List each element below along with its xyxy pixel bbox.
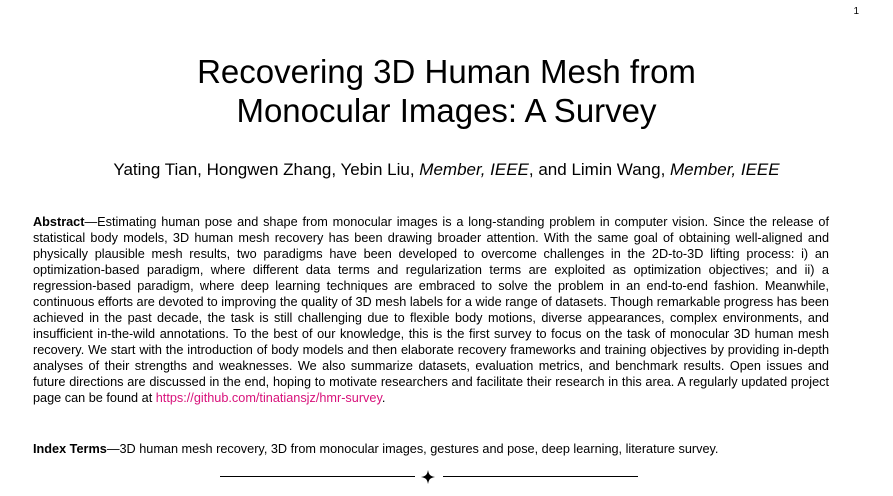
abstract	[33, 214, 829, 406]
abstract-label: Abstract	[33, 215, 85, 229]
authors-part-2: , and Limin Wang,	[528, 160, 671, 179]
author-affiliation-1: Member, IEEE	[419, 160, 529, 179]
title-line-1: Recovering 3D Human Mesh from	[197, 53, 696, 90]
section-divider	[220, 470, 638, 484]
index-terms-text: —3D human mesh recovery, 3D from monocular images, gestures and pose, deep learning, literature survey.	[106, 442, 719, 456]
index-terms	[33, 441, 833, 457]
index-terms-label: Index Terms	[33, 442, 107, 456]
project-page-link[interactable]: https://github.com/tinatiansjz/hmr-survey	[155, 391, 382, 405]
authors-part-1: Yating Tian, Hongwen Zhang, Yebin Liu,	[113, 160, 420, 179]
page-number: 1	[853, 6, 859, 17]
divider-line-left	[220, 476, 415, 477]
paper-title	[0, 52, 893, 130]
diamond-ornament-icon	[420, 469, 436, 485]
title-line-2: Monocular Images: A Survey	[236, 92, 657, 129]
divider-line-right	[443, 476, 638, 477]
author-list	[0, 160, 893, 180]
author-affiliation-2: Member, IEEE	[670, 160, 780, 179]
abstract-text: —Estimating human pose and shape from monocular images is a long-standing problem in computer vision. Since the release of statistical body models, 3D human mesh recovery has been drawing broader attention. With the same goal of obtaining well-aligned and physically plausible mesh results, two paradigms have been developed to overcome challenges in the 2D-to-3D lifting process: i) an optimization-based paradigm, where different data terms and regularization terms are exploited as optimization objectives; and ii) a regression-based paradigm, where deep learning techniques are embraced to solve the problem in an end-to-end fashion. Meanwhile, continuous efforts are devoted to improving the quality of 3D mesh labels for a wide range of datasets. Though remarkable progress has been achieved in the past decade, the task is still challenging due to flexible body motions, diverse appearances, complex environments, and insufficient in-the-wild annotations. To the best of our knowledge, this is the first survey to focus on the task of monocular 3D human mesh recovery. We start with the introduction of body models and then elaborate recovery frameworks and training objectives by providing in-depth analyses of their strengths and weaknesses. We also summarize datasets, evaluation metrics, and benchmark results. Open issues and future directions are discussed in the end, hoping to motivate researchers and facilitate their research in this area. A regularly updated project page can be found at	[33, 215, 829, 405]
abstract-end: .	[381, 391, 386, 405]
